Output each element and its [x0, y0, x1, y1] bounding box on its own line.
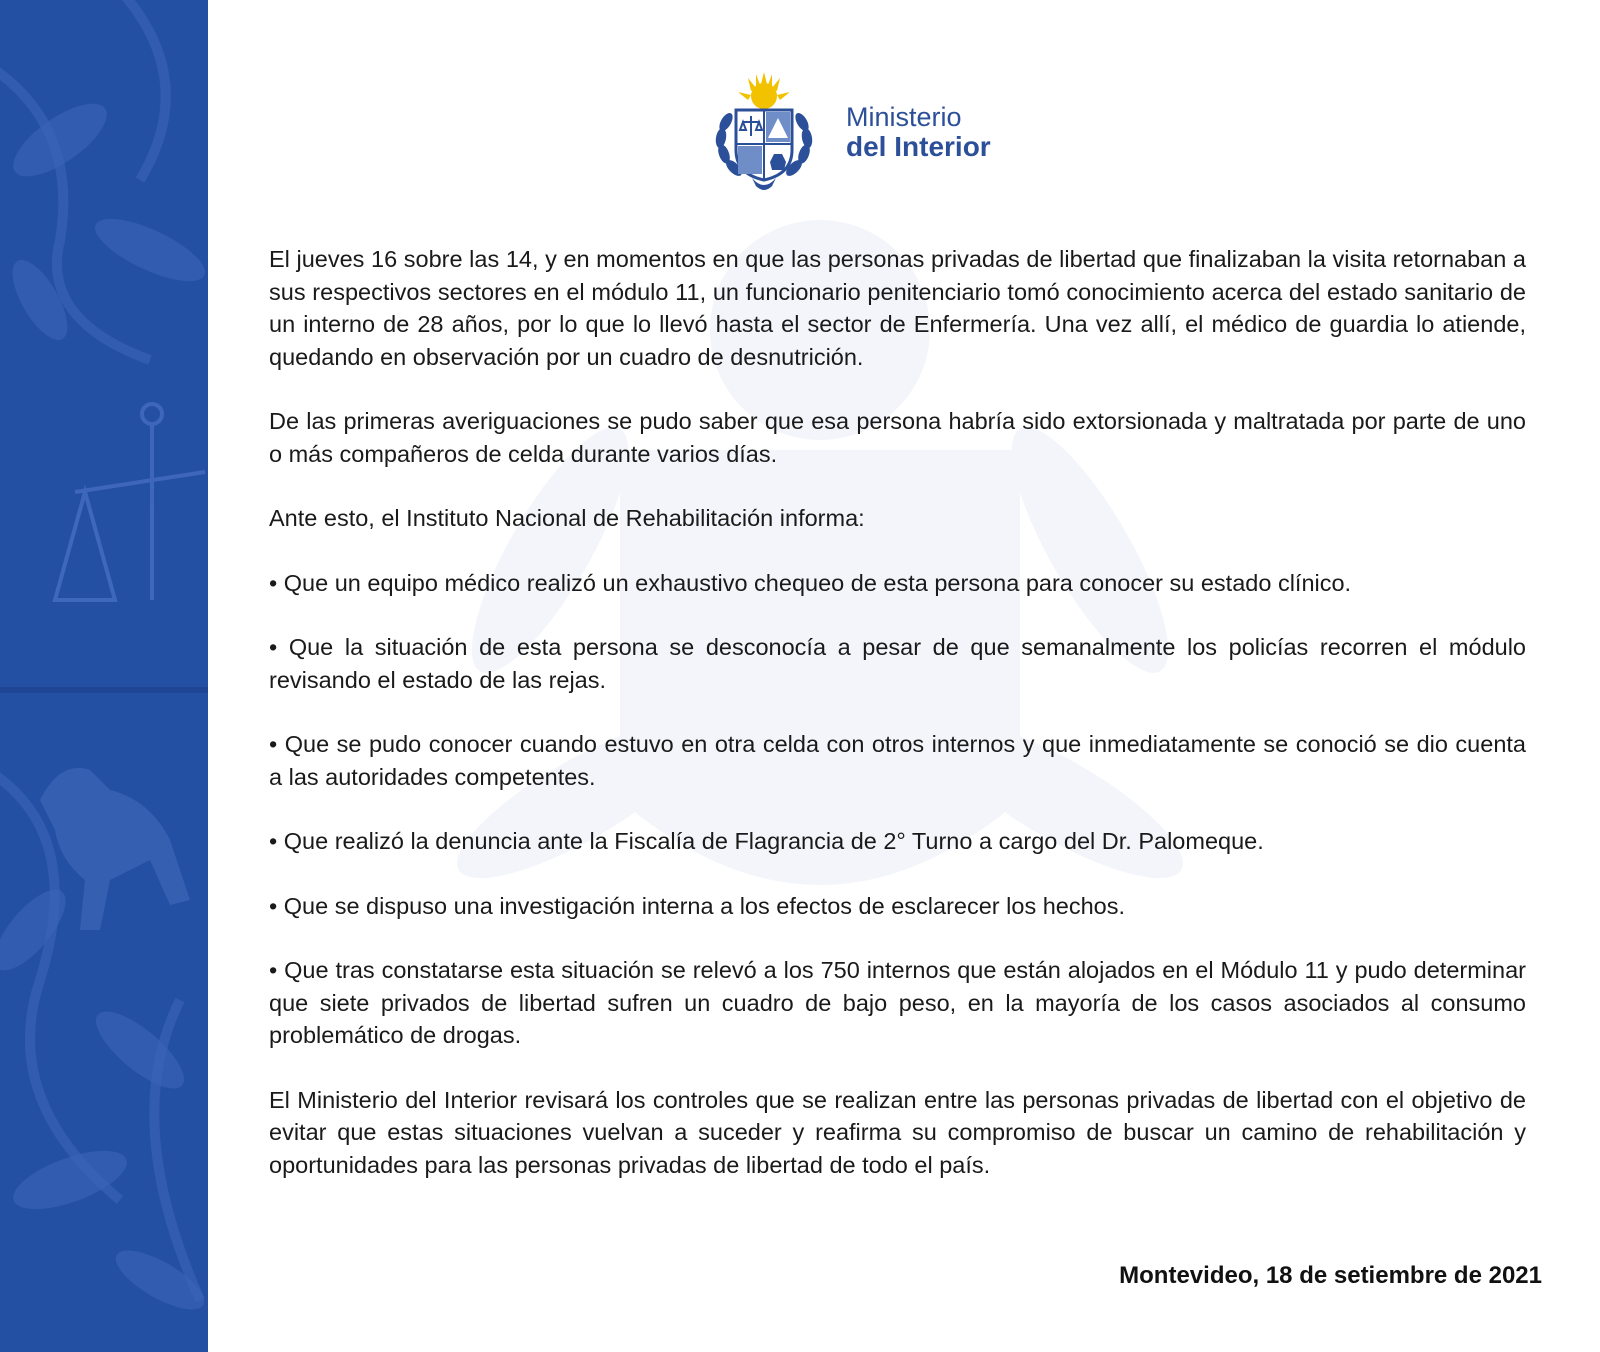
paragraph-closing: El Ministerio del Interior revisará los controles que se realizan entre las personas privadas de libertad con el objetivo de evitar que estas situaciones vuelvan a suceder y reafirma su compromiso de buscar un camino de rehabilitación y oportunidades para las personas privadas de libertad de todo el país.	[269, 1086, 1526, 1178]
press-release-body	[269, 243, 1526, 1213]
paragraph-incident: El jueves 16 sobre las 14, y en momentos en que las personas privadas de libertad que finalizaban la visita retornaban a sus respectivos sectores en el módulo 11, un funcionario penitenciario tomó conocimiento acerca del estado sanitario de un interno de 28 años, por lo que lo llevó hasta el sector de Enfermería. Una vez allí, el médico de guardia lo atiende, quedando en observación por un cuadro de desnutrición.	[269, 246, 1526, 370]
coat-of-arms-pattern-icon	[0, 0, 208, 1352]
ministry-line1: Ministerio	[846, 102, 962, 132]
paragraph-intro: Ante esto, el Instituto Nacional de Rehabilitación informa:	[269, 505, 865, 531]
page-header	[712, 70, 991, 194]
place-and-date: Montevideo, 18 de setiembre de 2021	[1119, 1262, 1542, 1289]
uruguay-coat-of-arms-icon	[712, 70, 816, 194]
side-decorative-band	[0, 0, 208, 1352]
ministry-line2: del Interior	[846, 131, 991, 162]
bullet-medical-check: • Que un equipo médico realizó un exhaustivo chequeo de esta persona para conocer su estado clínico.	[269, 569, 1352, 596]
bullet-survey-results: • Que tras constatarse esta situación se relevó a los 750 internos que están alojados en el Módulo 11 y pudo determinar que siete privados de libertad sufren un cuadro de bajo peso, en la mayoría de los casos asociados al consumo problemático de drogas.	[269, 957, 1526, 1048]
ministry-wordmark	[846, 102, 991, 162]
bullet-unknown-situation: • Que la situación de esta persona se desconocía a pesar de que semanalmente los policías recorren el módulo revisando el estado de las rejas.	[269, 634, 1526, 693]
bullet-authorities-notified: • Que se pudo conocer cuando estuvo en otra celda con otros internos y que inmediatamente se conoció se dio cuenta a las autoridades competentes.	[269, 731, 1526, 790]
paragraph-inquiry: De las primeras averiguaciones se pudo saber que esa persona habría sido extorsionada y maltratada por parte de uno o más compañeros de celda durante varios días.	[269, 408, 1526, 467]
bullet-internal-investigation: • Que se dispuso una investigación interna a los efectos de esclarecer los hechos.	[269, 892, 1126, 919]
bullet-complaint-filed: • Que realizó la denuncia ante la Fiscalía de Flagrancia de 2° Turno a cargo del Dr. Palomeque.	[269, 828, 1264, 854]
